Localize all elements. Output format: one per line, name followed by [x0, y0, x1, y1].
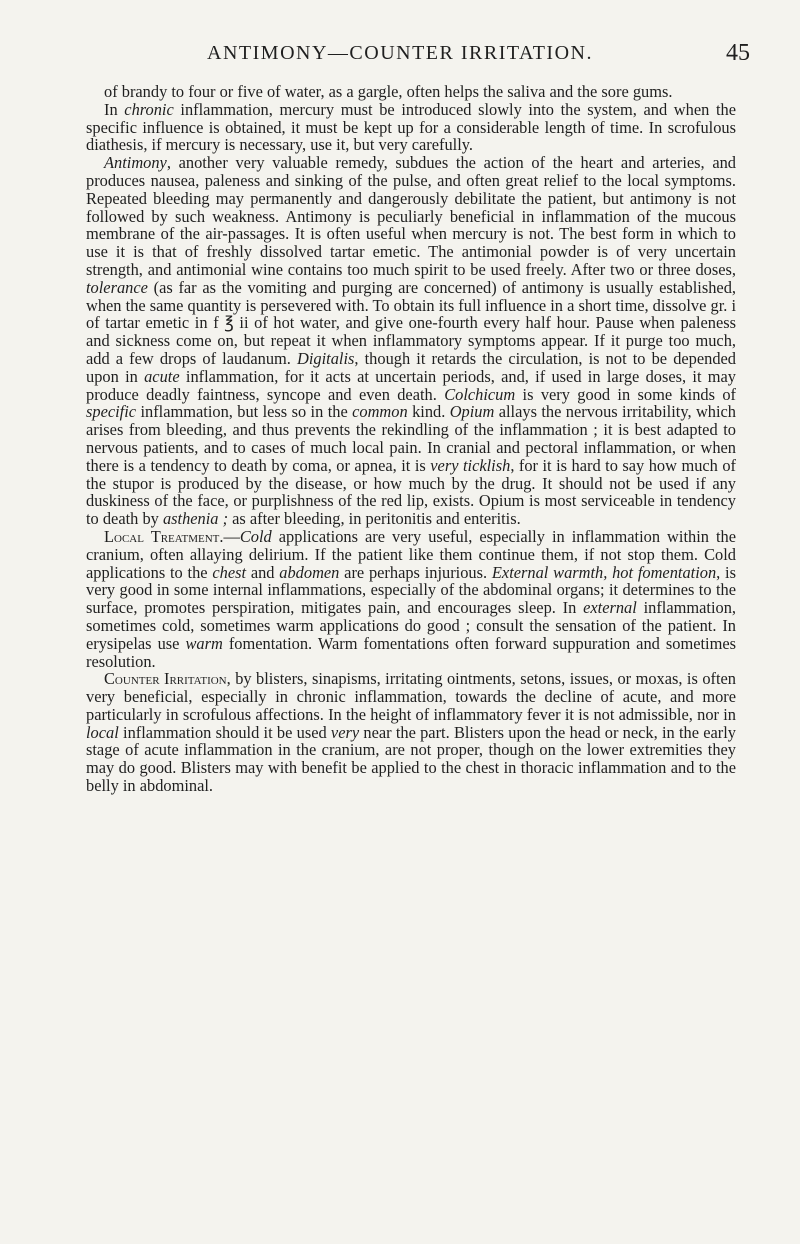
text-run: —	[223, 526, 240, 546]
paragraph-3	[86, 154, 736, 528]
italic-term: Opium	[449, 402, 495, 422]
text-run: near the part. Blisters upon the head or neck, in the early stage of acute inflammation in the cranium, are not proper, though on the lower extremities they may do good. Blisters may with benefit be applied to the chest in thoracic inflammation and to the belly in abdominal.	[86, 722, 736, 796]
italic-term: Digitalis	[297, 348, 355, 368]
italic-term: chronic	[124, 99, 174, 119]
text-run: , for it is hard to say how much of the stupor is produced by the disease, or how much by the drug. It should not be used if any duskiness of the face, or purplishness of the red lip, exists. Opium is most serviceable in tendency to death by	[86, 455, 737, 529]
text-run: and	[246, 562, 280, 582]
italic-term: very	[330, 722, 360, 742]
italic-term: tolerance	[86, 277, 148, 297]
italic-term: abdomen	[279, 562, 340, 582]
paragraph-5	[86, 670, 736, 795]
text-run: In	[104, 99, 125, 119]
italic-term: Antimony	[104, 153, 167, 173]
text-run: , is very good in some internal inflammations, especially of the abdominal organs; it determines to the surface, promotes perspiration, mitigates pain, and encourages sleep. In	[86, 562, 736, 618]
italic-term: local	[86, 722, 119, 742]
italic-term: specific	[86, 402, 137, 422]
paragraph-2	[86, 101, 736, 154]
text-run: inflammation, sometimes cold, sometimes warm applications do good ; consult the sensation of the patient. In erysipelas use	[86, 598, 736, 653]
italic-term: Colchicum	[444, 384, 516, 404]
text-run: , another very valuable remedy, subdues the action of the heart and arteries, and produces nausea, paleness and sinking of the pulse, and often great relief to the local symptoms. Repeated bleeding may permanently and dangerously debilitate the patient, but antimony is not followed by such weakness. Antimony is peculiarly beneficial in inflammation of the mucous membrane of the air-passages. It is often useful when mercury is not. The best form in which to use it is that of freshly dissolved tartar emetic. The antimonial powder is of very uncertain strength, and antimonial wine contains too much spirit to be used freely. After two or three doses,	[86, 153, 736, 279]
text-run: fomentation. Warm fomentations often forward suppuration and sometimes resolution.	[86, 633, 736, 671]
text-run: kind.	[407, 402, 450, 422]
text-run: inflammation, mercury must be introduced slowly into the system, and when the specific influence is obtained, it must be kept up for a considerable length of time. In scrofulous diathesis, if mercury is necessary, use it, but very carefully.	[86, 99, 736, 155]
page-number: 45	[726, 40, 750, 66]
running-head: ANTIMONY—COUNTER IRRITATION.	[207, 42, 593, 64]
italic-term: chest	[212, 562, 247, 582]
text-run: inflammation, for it acts at uncertain periods, and, if used in large doses, it may produce deadly faintness, syncope and even death.	[86, 366, 736, 404]
paragraph-1	[86, 83, 736, 101]
text-run: , by blisters, sinapisms, irritating ointments, setons, issues, or moxas, is often very beneficial, especially in chronic inflammation, towards the decline of acute, and more particularly in scrofulous affections. In the height of inflammatory fever it is not admissible, nor in	[86, 669, 736, 724]
italic-term: very ticklish	[430, 455, 511, 475]
text-run: is very good in some kinds of	[515, 384, 736, 404]
italic-term: common	[352, 402, 408, 422]
text-run: , though it retards the circulation, is not to be depended upon in	[86, 348, 736, 386]
text-run: applications are very useful, especially in inflammation within the cranium, often allaying delirium. If the patient like them continue them, if not stop them. Cold applications to the	[86, 526, 736, 582]
paragraph-4	[86, 528, 736, 670]
paragraph-text: of brandy to four or five of water, as a gargle, often helps the saliva and the sore gums.	[104, 82, 673, 101]
text-run: allays the nervous irritability, which arises from bleeding, and thus prevents the rekindling of the inflammation ; it is best adapted to nervous patients, and to cases of much local pain. In cranial and pectoral inflammation, or when there is a tendency to death by coma, or apnea, it is	[86, 402, 737, 475]
body-text	[86, 83, 736, 795]
section-heading: Counter Irritation	[104, 669, 227, 689]
text-run: inflammation, but less so in the	[136, 402, 353, 422]
italic-term: acute	[144, 366, 180, 386]
italic-term: external	[583, 598, 637, 618]
italic-term: asthenia ;	[162, 509, 229, 529]
italic-term: External warmth, hot fomentation	[491, 562, 717, 582]
italic-term: Cold	[239, 526, 272, 546]
page-header	[0, 40, 800, 70]
text-run: as after bleeding, in peritonitis and enteritis.	[228, 509, 521, 529]
text-run: are perhaps injurious.	[339, 562, 492, 582]
section-heading: Local Treatment.	[104, 526, 224, 546]
text-run: (as far as the vomiting and purging are concerned) of antimony is usually established, when the same quantity is persevered with. To obtain its full influence in a short time, dissolve gr. i of tartar emetic in f ℥ ii of hot water, and give one-fourth every half hour. Pause when paleness and sickness come on, but repeat it when inflammatory symptoms appear. If it purge too much, add a few drops of laudanum.	[86, 277, 736, 368]
text-run: inflammation should it be used	[118, 722, 331, 742]
italic-term: warm	[185, 633, 223, 653]
